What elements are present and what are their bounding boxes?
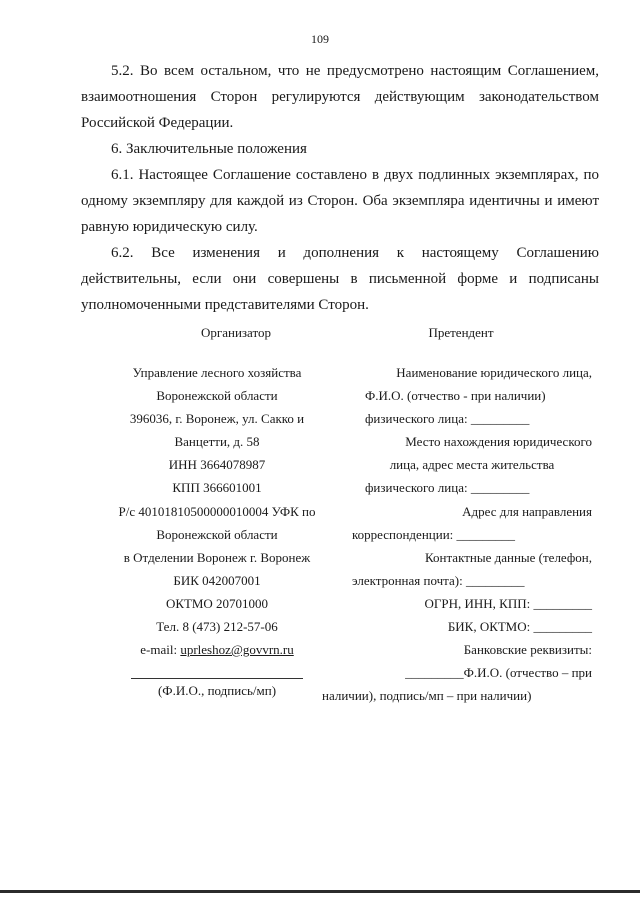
applicant-title: Претендент [428, 325, 494, 340]
scan-edge-rule [0, 890, 640, 893]
signature-caption: (Ф.И.О., подпись/мп) [157, 683, 277, 699]
organizer-line: Тел. 8 (473) 212-57-06 [156, 619, 278, 635]
organizer-line: в Отделении Воронеж г. Воронеж [123, 549, 311, 565]
applicant-line: БИК, ОКТМО: _________ [447, 619, 592, 635]
organizer-line: Воронежской области [156, 526, 278, 542]
email-label: e-mail: [140, 642, 181, 658]
organizer-line: Ванцетти, д. 58 [174, 434, 260, 450]
applicant-line: физического лица: _________ [365, 411, 530, 427]
organizer-email-line [97, 638, 337, 661]
page-number: 109 [311, 32, 329, 46]
organizer-details [97, 361, 337, 702]
organizer-line: Воронежской области [156, 388, 278, 404]
section-6-heading: 6. Заключительные положения [111, 141, 307, 157]
applicant-line: Адрес для направления [462, 503, 592, 519]
applicant-line: Ф.И.О. (отчество - при наличии) [365, 388, 546, 404]
applicant-line: ОГРН, ИНН, КПП: _________ [424, 595, 592, 611]
applicant-line: Банковские реквизиты: [463, 642, 592, 658]
applicant-line: Контактные данные (телефон, [424, 549, 592, 565]
applicant-line: лица, адрес места жительства [389, 457, 555, 473]
paragraph-6-2: 6.2. Все изменения и дополнения к настоящему Соглашению действительны, если они совершены в письменной форме и подписаны уполномоченными представителями Сторон. [81, 245, 599, 313]
email-link[interactable]: uprleshoz@govvrn.ru [180, 642, 294, 658]
applicant-line: наличии), подпись/мп – при наличии) [322, 688, 532, 704]
agreement-body [81, 58, 599, 318]
paragraph-5-2: 5.2. Во всем остальном, что не предусмотрено настоящим Соглашением, взаимоотношения Сторон регулируются действующим законодательством Российской Федерации. [81, 63, 599, 131]
applicant-line: Место нахождения юридического [405, 434, 592, 450]
organizer-line: Управление лесного хозяйства [132, 365, 302, 380]
organizer-line: БИК 042007001 [173, 572, 261, 588]
organizer-line: ИНН 3664078987 [168, 457, 266, 473]
party-headers [81, 325, 599, 345]
organizer-title: Организатор [201, 325, 271, 340]
organizer-line: КПП 366601001 [172, 480, 262, 496]
signature-line [131, 661, 303, 679]
organizer-line: 396036, г. Воронеж, ул. Сакко и [129, 411, 305, 427]
organizer-line: ОКТМО 20701000 [165, 595, 269, 611]
applicant-line: физического лица: _________ [365, 480, 530, 496]
applicant-line: Наименование юридического лица, [396, 365, 592, 380]
organizer-line: Р/с 40101810500000010004 УФК по [118, 503, 316, 519]
applicant-line: электронная почта): _________ [352, 572, 525, 588]
applicant-line: _________Ф.И.О. (отчество – при [405, 665, 592, 681]
paragraph-6-1: 6.1. Настоящее Соглашение составлено в двух подлинных экземплярах, по одному экземпляру для каждой из Сторон. Оба экземпляра идентичны и имеют равную юридическую силу. [81, 167, 599, 235]
applicant-line: корреспонденции: _________ [352, 526, 516, 542]
applicant-details [322, 361, 592, 707]
